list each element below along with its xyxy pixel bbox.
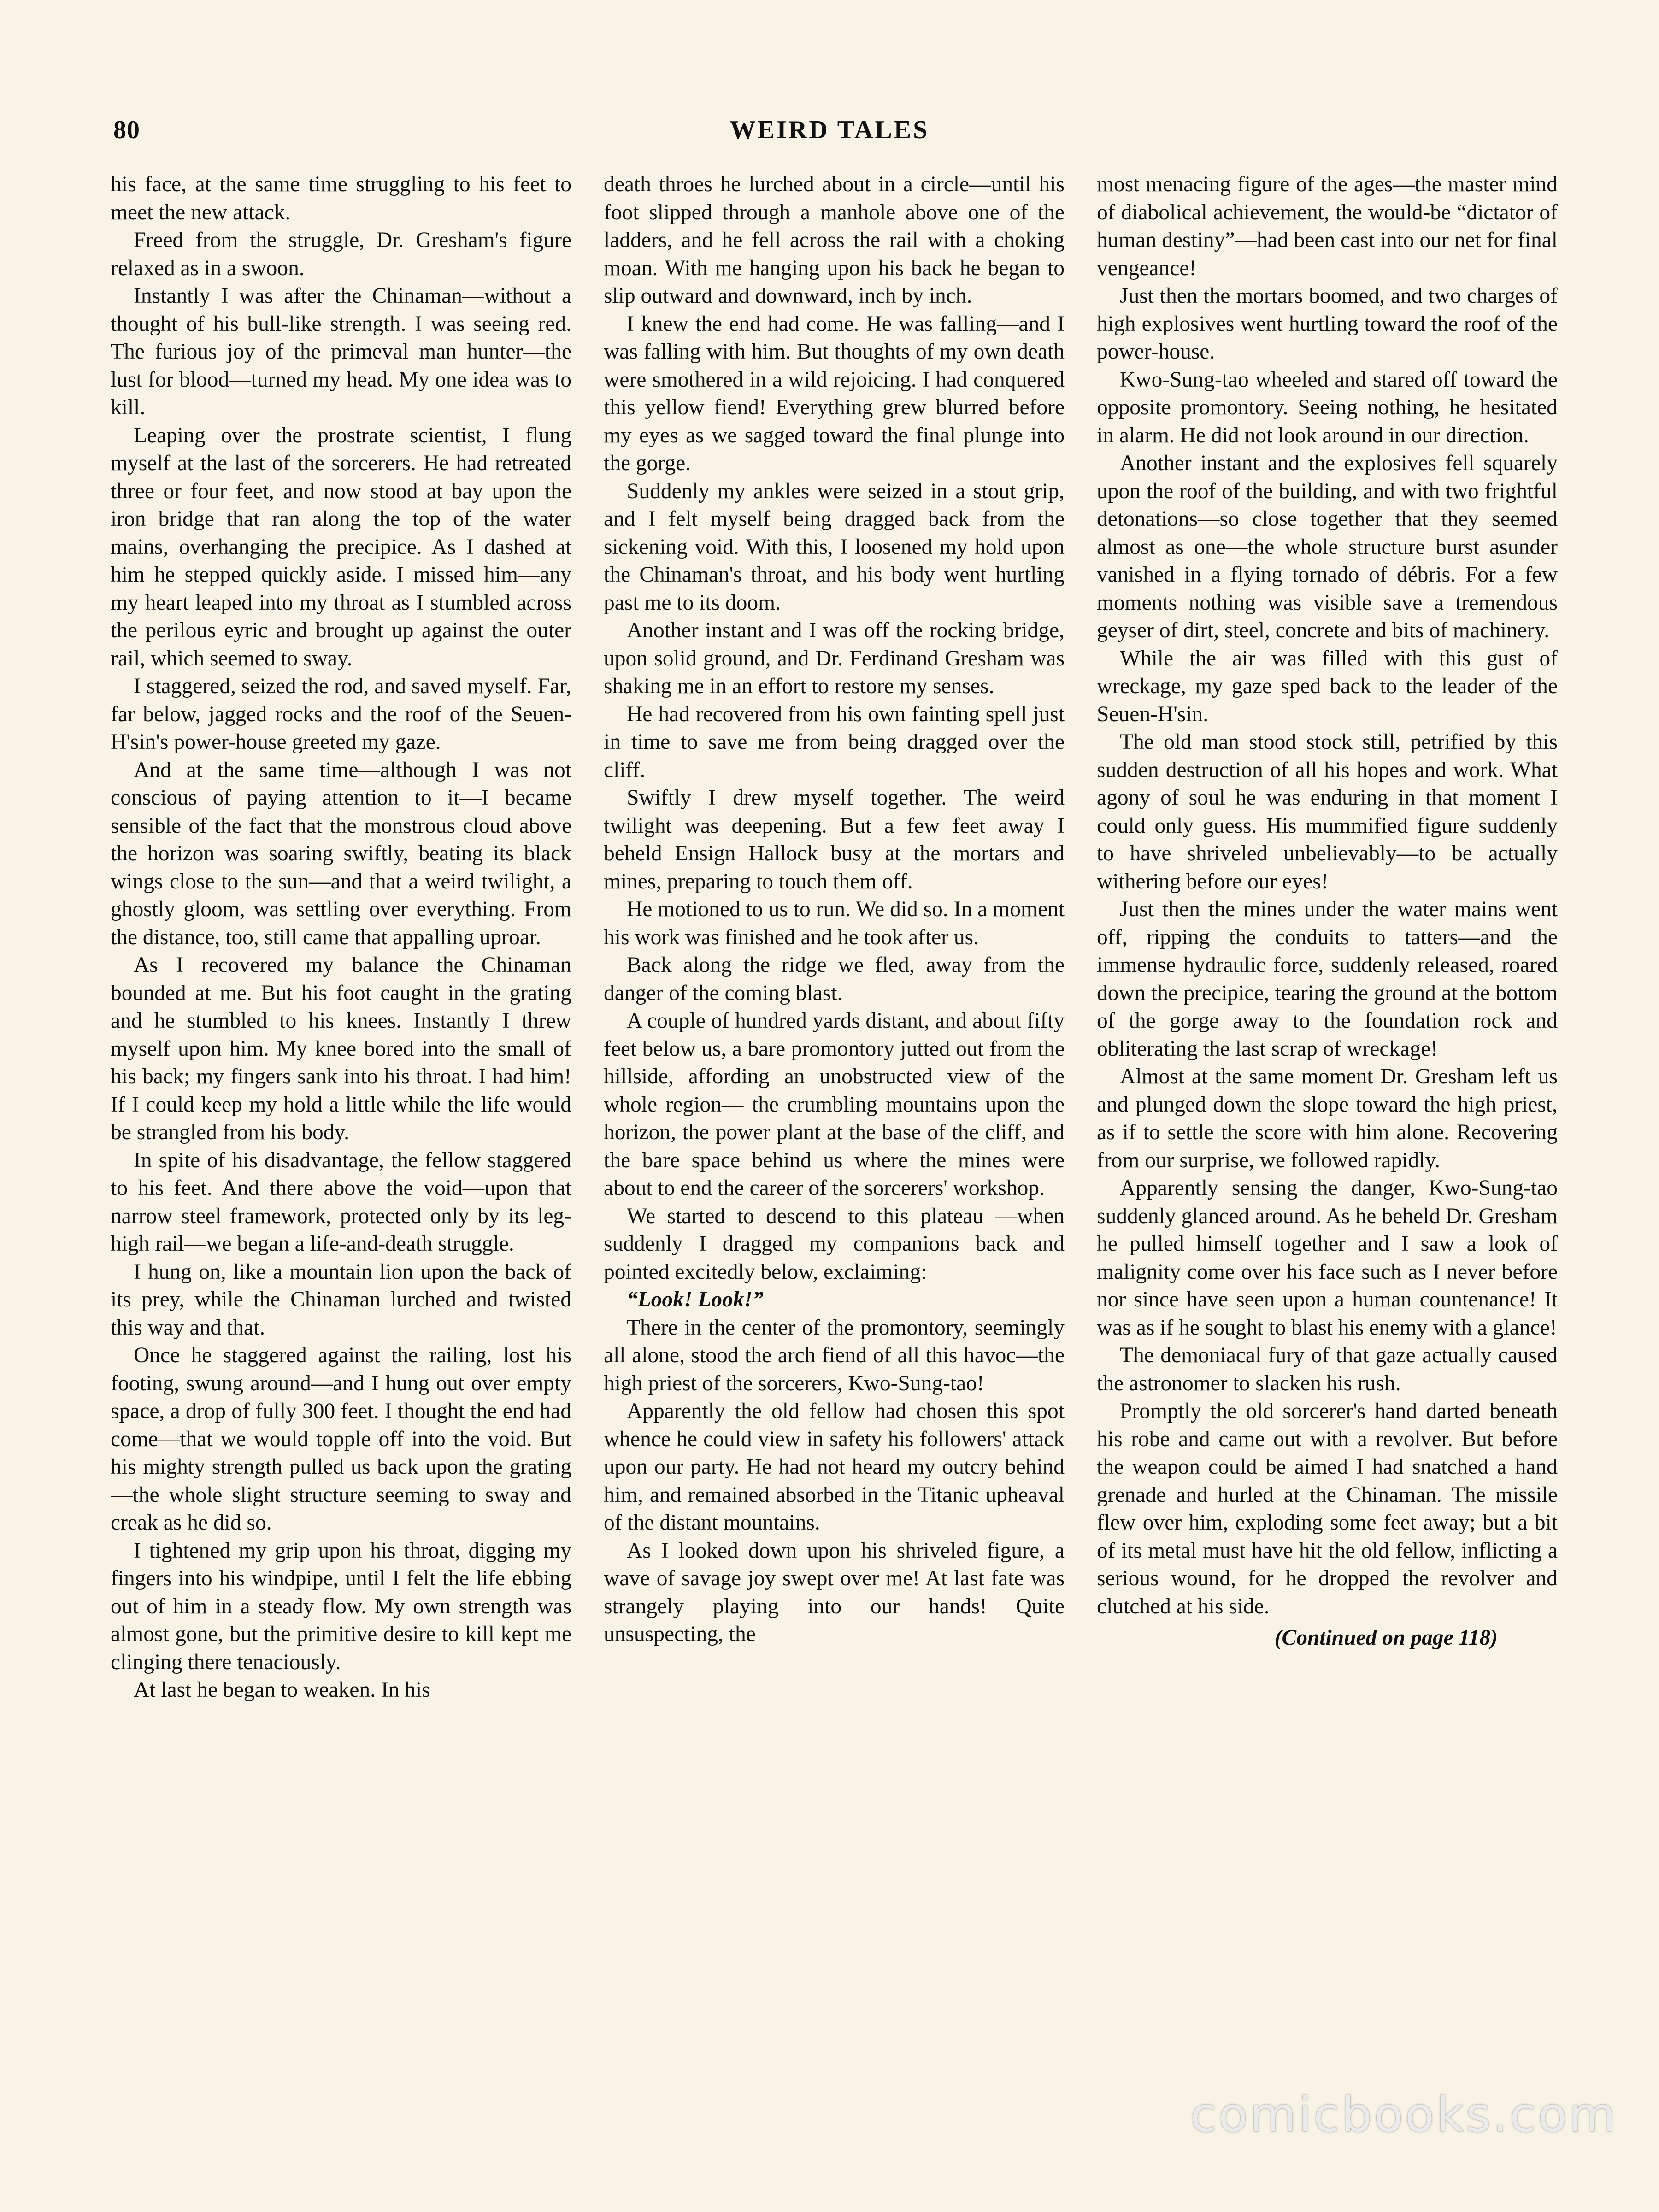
paragraph: Kwo-Sung-tao wheeled and stared off toward the opposite promontory. Seeing nothing, he hesitated in alarm. He did not look around in our direction. <box>1097 367 1558 447</box>
text-columns <box>111 171 1558 2083</box>
paragraph: Back along the ridge we fled, away from the danger of the coming blast. <box>604 953 1065 1005</box>
paragraph: Almost at the same moment Dr. Gresham left us and plunged down the slope toward the high priest, as if to settle the score with him alone. Recovering from our surprise, we followed rapidly. <box>1097 1065 1558 1172</box>
paragraph: Leaping over the prostrate scientist, I flung myself at the last of the sorcerers. He had retreated three or four feet, and now stood at bay upon the iron bridge that ran along the top of the water mains, overhanging the precipice. As I dashed at him he stepped quickly aside. I missed him—any my heart leaped into my throat as I stumbled across the perilous eyric and brought up against the outer rail, which seemed to sway. <box>111 423 571 671</box>
paragraph: There in the center of the promontory, seemingly all alone, stood the arch fiend of all this havoc—the high priest of the sorcerers, Kwo-Sung-tao! <box>604 1315 1065 1395</box>
paragraph: He motioned to us to run. We did so. In a moment his work was finished and he took after us. <box>604 897 1065 949</box>
paragraph: Just then the mortars boomed, and two charges of high explosives went hurtling toward the roof of the power-house. <box>1097 284 1558 364</box>
paragraph: I staggered, seized the rod, and saved myself. Far, far below, jagged rocks and the roof of the Seuen-H'sin's power-house greeted my gaze. <box>111 674 571 754</box>
exclamation-quote: “Look! Look!” <box>627 1288 764 1312</box>
paragraph: most menacing figure of the ages—the master mind of diabolical achievement, the would-be “dictator of human destiny”—had been cast into our net for final vengeance! <box>1097 172 1558 280</box>
text-column-1 <box>111 171 571 2083</box>
paragraph: Instantly I was after the Chinaman—without a thought of his bull-like strength. I was seeing red. The furious joy of the primeval man hunter—the lust for blood—turned my head. My one idea was to kill. <box>111 284 571 419</box>
paragraph: I knew the end had come. He was falling—and I was falling with him. But thoughts of my own death were smothered in a wild rejoicing. I had conquered this yellow fiend! Everything grew blurred before my eyes as we sagged toward the final plunge into the gorge. <box>604 312 1065 475</box>
page-number: 80 <box>113 116 140 144</box>
paragraph: The demoniacal fury of that gaze actually caused the astronomer to slacken his rush. <box>1097 1343 1558 1395</box>
paragraph: Swiftly I drew myself together. The weird twilight was deepening. But a few feet away I beheld Ensign Hallock busy at the mortars and mines, preparing to touch them off. <box>604 786 1065 894</box>
paragraph: A couple of hundred yards distant, and about fifty feet below us, a bare promontory jutted out from the hillside, affording an unobstructed view of the whole region— the crumbling mountains upon the horizon, the power plant at the base of the cliff, and the bare space behind us where the mines were about to end the career of the sorcerers' workshop. <box>604 1009 1065 1200</box>
paragraph: He had recovered from his own fainting spell just in time to save me from being dragged over the cliff. <box>604 702 1065 782</box>
paragraph: death throes he lurched about in a circle—until his foot slipped through a manhole above one of the ladders, and he fell across the rail with a choking moan. With me hanging upon his back he began to slip outward and downward, inch by inch. <box>604 172 1065 308</box>
paragraph: Another instant and I was off the rocking bridge, upon solid ground, and Dr. Ferdinand Gresham was shaking me in an effort to restore my senses. <box>604 618 1065 698</box>
continued-notice: (Continued on page 118) <box>1274 1626 1498 1650</box>
paragraph: Freed from the struggle, Dr. Gresham's figure relaxed as in a swoon. <box>111 228 571 280</box>
paragraph: his face, at the same time struggling to his feet to meet the new attack. <box>111 172 571 224</box>
paragraph: Suddenly my ankles were seized in a stout grip, and I felt myself being dragged back from the sickening void. With this, I loosened my hold upon the Chinaman's throat, and his body went hurtling past me to its doom. <box>604 479 1065 615</box>
paragraph: Promptly the old sorcerer's hand darted beneath his robe and came out with a revolver. But before the weapon could be aimed I had snatched a hand grenade and hurled at the Chinaman. The missile flew over him, exploding some feet away; but a bit of its metal must have hit the old fellow, inflicting a serious wound, for he dropped the revolver and clutched at his side. <box>1097 1399 1558 1618</box>
text-column-2 <box>604 171 1065 2083</box>
paragraph: And at the same time—although I was not conscious of paying attention to it—I became sensible of the fact that the monstrous cloud above the horizon was soaring swiftly, beating its black wings close to the sun—and that a weird twilight, a ghostly gloom, was settling over everything. From the distance, too, still came that appalling uproar. <box>111 758 571 949</box>
paragraph: As I looked down upon his shriveled figure, a wave of savage joy swept over me! At last fate was strangely playing into our hands! Quite unsuspecting, the <box>604 1538 1065 1646</box>
paragraph: I tightened my grip upon his throat, digging my fingers into his windpipe, until I felt the life ebbing out of him in a steady flow. My own strength was almost gone, but the primitive desire to kill kept me clinging there tenaciously. <box>111 1538 571 1674</box>
running-head-title: WEIRD TALES <box>729 116 930 144</box>
paragraph: As I recovered my balance the Chinaman bounded at me. But his foot caught in the grating and he stumbled to his knees. Instantly I threw myself upon him. My knee bored into the small of his back; my fingers sank into his throat. I had him! If I could keep my hold a little while the life would be strangled from his body. <box>111 953 571 1144</box>
paragraph: Another instant and the explosives fell squarely upon the roof of the building, and with two frightful detonations—so close together that they seemed almost as one—the whole structure burst asunder vanished in a flying tornado of débris. For a few moments nothing was visible save a tremendous geyser of dirt, steel, concrete and bits of machinery. <box>1097 451 1558 642</box>
paragraph: The old man stood stock still, petrified by this sudden destruction of all his hopes and work. What agony of soul he was enduring in that moment I could only guess. His mummified figure suddenly to have shriveled unbelievably—to be actually withering before our eyes! <box>1097 730 1558 894</box>
paragraph: Apparently the old fellow had chosen this spot whence he could view in safety his followers' attack upon our party. He had not heard my outcry behind him, and remained absorbed in the Titanic upheaval of the distant mountains. <box>604 1399 1065 1535</box>
paragraph: While the air was filled with this gust of wreckage, my gaze sped back to the leader of the Seuen-H'sin. <box>1097 646 1558 726</box>
paragraph: Apparently sensing the danger, Kwo-Sung-tao suddenly glanced around. As he beheld Dr. Gresham he pulled himself together and I saw a look of malignity come over his face such as I never before nor since have seen upon a human countenance! It was as if he sought to blast his enemy with a glance! <box>1097 1176 1558 1340</box>
paragraph: In spite of his disadvantage, the fellow staggered to his feet. And there above the void—upon that narrow steel framework, protected only by its leg-high rail—we began a life-and-death struggle. <box>111 1148 571 1256</box>
paragraph: We started to descend to this plateau —when suddenly I dragged my companions back and pointed excitedly below, exclaiming: <box>604 1204 1065 1284</box>
paragraph: I hung on, like a mountain lion upon the back of its prey, while the Chinaman lurched and twisted this way and that. <box>111 1259 571 1340</box>
paragraph: At last he began to weaken. In his <box>134 1678 430 1702</box>
paragraph: Just then the mines under the water mains went off, ripping the conduits to tatters—and the immense hydraulic force, suddenly released, roared down the precipice, tearing the ground at the bottom of the gorge away to the foundation rock and obliterating the last scrap of wreckage! <box>1097 897 1558 1061</box>
paragraph: Once he staggered against the railing, lost his footing, swung around—and I hung out over empty space, a drop of fully 300 feet. I thought the end had come—that we would topple off into the void. But his mighty strength pulled us back upon the grating—the whole slight structure seeming to sway and creak as he did so. <box>111 1343 571 1535</box>
text-column-3 <box>1097 171 1558 2083</box>
site-watermark: comicbooks.com <box>1190 2087 1618 2143</box>
